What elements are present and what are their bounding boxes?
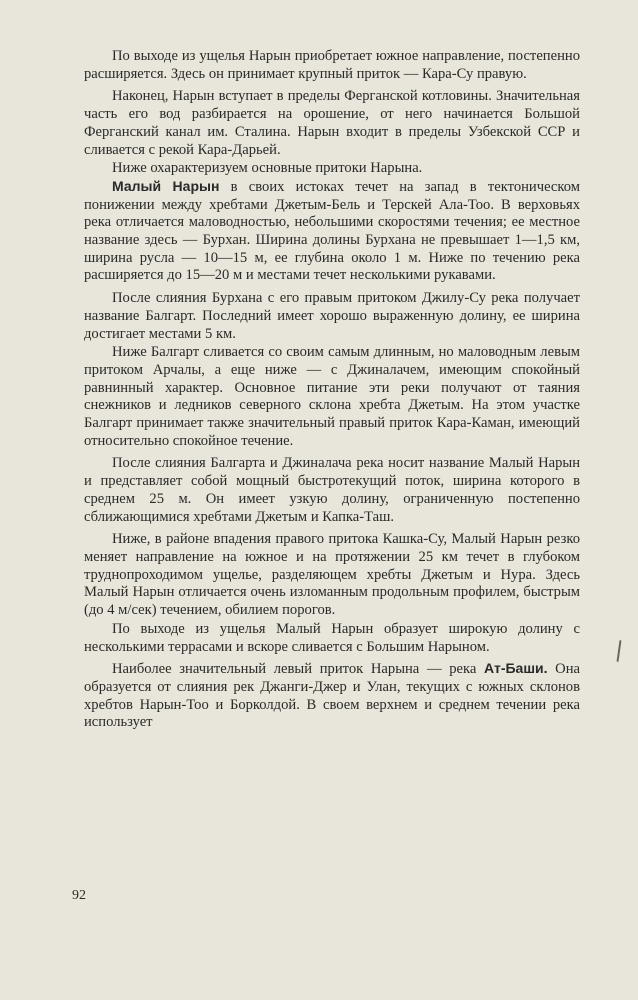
body-text [84,47,580,732]
paragraph-2 [84,87,580,159]
paragraph-4-bold: Малый Нарын [112,177,220,194]
paragraph-7 [84,454,580,526]
paragraph-1 [84,47,580,83]
paragraph-6 [84,343,580,450]
paragraph-10-bold: Ат-Баши. [484,660,548,677]
paragraph-4-text: в своих истоках течет на запад в тектоническом понижении между хребтами Джетым-Бель и Терскей Ала-Тоо. В верховьях река отличается маловодностью, небольшими скоростями течения; ее местное название здесь — Бурхан. Ширина долины Бурхана не превышает 1—1,5 км, ширина русла — 10—15 м, ее глубина около 1 м. Ниже по течению река расширяется до 15—20 м и местами течет несколькими рукавами. [84,178,581,284]
paragraph-10 [84,660,580,732]
paragraph-9 [84,620,580,656]
paragraph-6-text: Ниже Балгарт сливается со своим самым длинным, но маловодным левым притоком Арчалы, а еще ниже — с Джиналачем, имеющим спокойный равнинный характер. Основное питание эти реки получают от таяния снежников и ледников северного склона хребта Джетым. На этом участке Балгарт принимает также значительный правый приток Кара-Каман, имеющий относительно спокойное течение. [84,344,580,449]
margin-mark [616,640,621,662]
paragraph-7-text: После слияния Балгарта и Джиналача река носит название Малый Нарын и представляет собой мощный быстротекущий поток, ширина которого в среднем 25 м. Он имеет узкую долину, ограниченную постепенно сближающимися хребтами Джетым и Капка-Таш. [84,455,580,525]
paragraph-4 [84,178,580,285]
paragraph-10-lead: Наиболее значительный левый приток Нарына — река [112,661,485,678]
paragraph-5-text: После слияния Бурхана с его правым притоком Джилу-Су река получает название Балгарт. Последний имеет хорошо выраженную долину, ее ширина достигает местами 5 км. [84,290,580,342]
paragraph-3 [84,159,580,178]
paragraph-2-text: Наконец, Нарын вступает в пределы Ферганской котловины. Значительная часть его вод разбирается на орошение, от него начинается Большой Ферганский канал им. Сталина. Нарын входит в пределы Узбекской ССР и сливается с рекой Кара-Дарьей. [84,88,580,158]
paragraph-5 [84,289,580,343]
paragraph-3-text: Ниже охарактеризуем основные притоки Нарына. [112,160,423,177]
paragraph-10-text: Она образуется от слияния рек Джанги-Джер и Улан, текущих с южных склонов хребтов Нарын-Тоо и Борколдой. В своем верхнем и среднем течении река использует [84,661,581,731]
page-number: 92 [72,888,86,903]
paragraph-1-text: По выходе из ущелья Нарын приобретает южное направление, постепенно расширяется. Здесь он принимает крупный приток — Кара-Су правую. [84,48,580,82]
paragraph-9-text: По выходе из ущелья Малый Нарын образует широкую долину с несколькими террасами и вскоре сливается с Большим Нарыном. [84,620,580,655]
paragraph-8-text: Ниже, в районе впадения правого притока Кашка-Су, Малый Нарын резко меняет направление на южное и на протяжении 25 км течет в глубоком труднопроходимом ущелье, разделяющем хребты Джетым и Нура. Здесь Малый Нарын отличается очень изломанным продольным профилем, быстрым (до 4 м/сек) течением, обилием порогов. [84,531,580,619]
paragraph-8 [84,530,580,620]
